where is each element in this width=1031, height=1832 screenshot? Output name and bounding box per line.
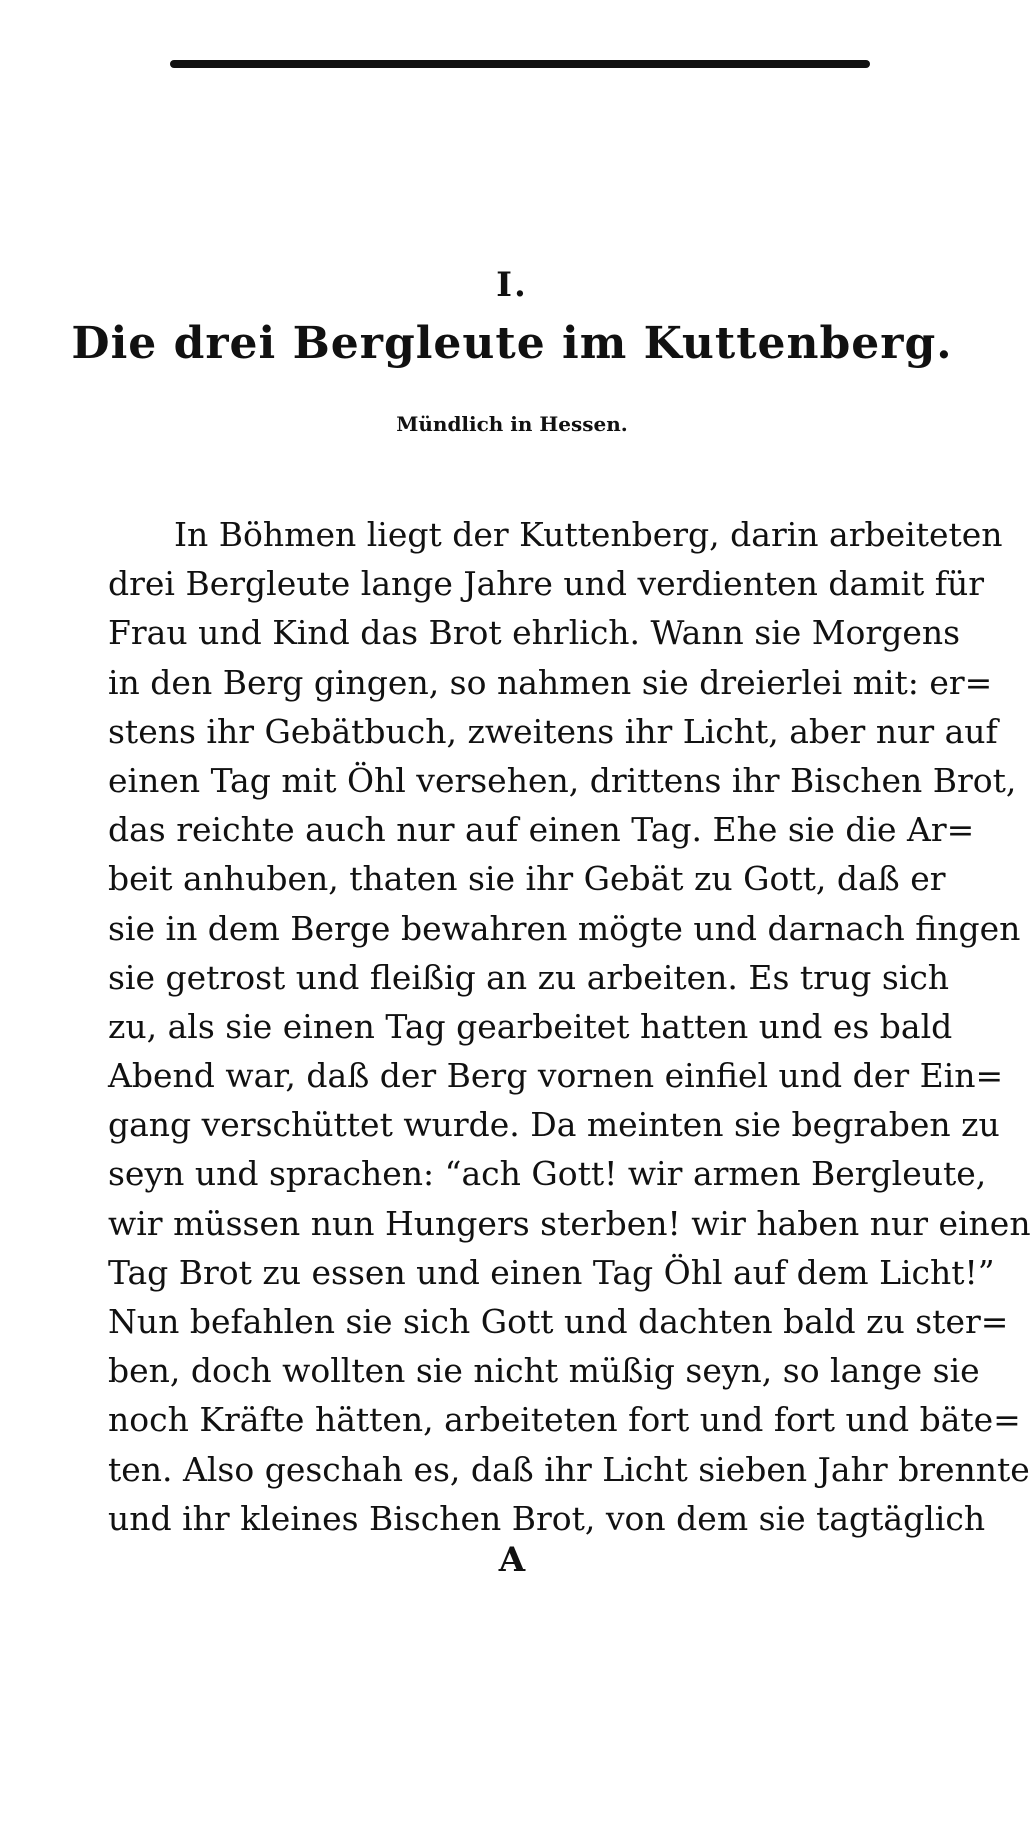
body-line: ten. Also geschah es, daß ihr Licht sieben Jahr brennte	[108, 1449, 1030, 1489]
body-line: Frau und Kind das Brot ehrlich. Wann sie Morgens	[108, 613, 961, 653]
body-line: wir müssen nun Hungers sterben! wir haben nur einen	[108, 1203, 1031, 1243]
body-line: das reichte auch nur auf einen Tag. Ehe sie die Ar=	[108, 810, 975, 850]
body-line: drei Bergleute lange Jahre und verdienten damit für	[108, 564, 985, 604]
body-line: zu, als sie einen Tag gearbeitet hatten und es bald	[108, 1006, 953, 1046]
body-text	[108, 510, 1031, 1543]
top-rule	[170, 60, 870, 68]
body-line: einen Tag mit Öhl versehen, drittens ihr Bischen Brot,	[108, 760, 1017, 800]
body-line: gang verschüttet wurde. Da meinten sie begraben zu	[108, 1105, 1000, 1145]
body-line: in den Berg gingen, so nahmen sie dreierlei mit: er=	[108, 662, 993, 702]
body-line: sie in dem Berge bewahren mögte und darnach fingen	[108, 908, 1021, 948]
body-line: beit anhuben, thaten sie ihr Gebät zu Gott, daß er	[108, 859, 946, 899]
body-line: Nun befahlen sie sich Gott und dachten bald zu ster=	[108, 1302, 1009, 1341]
signature-mark: A	[498, 1540, 526, 1580]
chapter-number: I.	[496, 265, 528, 305]
body-line: noch Kräfte hätten, arbeiteten fort und fort und bäte=	[108, 1400, 1021, 1440]
body-line: stens ihr Gebätbuch, zweitens ihr Licht, aber nur auf	[108, 711, 998, 751]
chapter-title: Die drei Bergleute im Kuttenberg.	[71, 318, 953, 369]
body-line: ben, doch wollten sie nicht müßig seyn, so lange sie	[108, 1351, 980, 1391]
body-line: Abend war, daß der Berg vornen einfiel und der Ein=	[108, 1056, 1004, 1096]
chapter-source: Mündlich in Hessen.	[396, 412, 628, 436]
body-line: und ihr kleines Bischen Brot, von dem sie tagtäglich	[108, 1498, 986, 1538]
body-line: seyn und sprachen: “ach Gott! wir armen Bergleute,	[108, 1154, 987, 1194]
body-line: sie getrost und fleißig an zu arbeiten. Es trug sich	[108, 957, 950, 997]
body-line: Tag Brot zu essen und einen Tag Öhl auf dem Licht!”	[108, 1252, 995, 1292]
body-line: In Böhmen liegt der Kuttenberg, darin arbeiteten	[174, 515, 1003, 554]
